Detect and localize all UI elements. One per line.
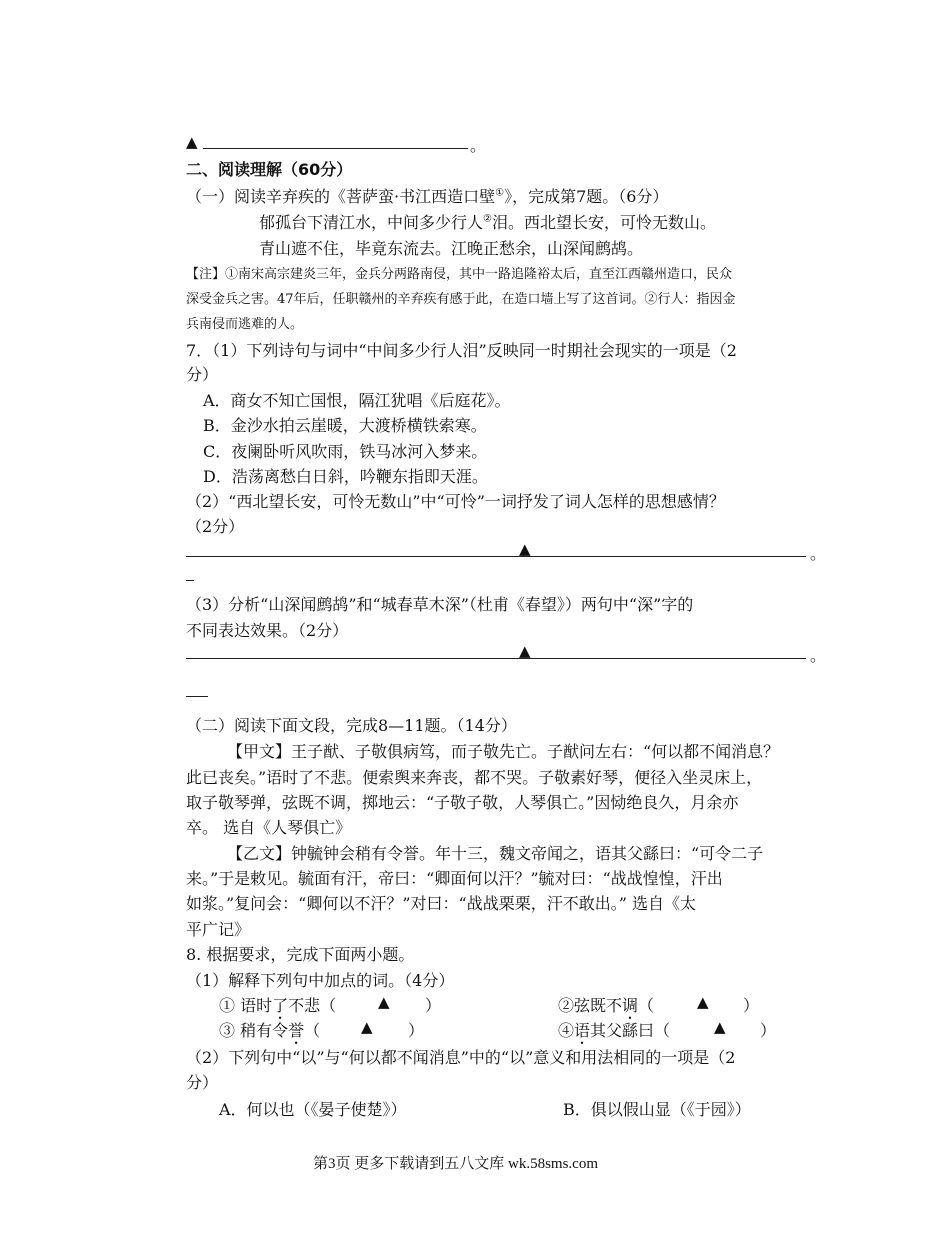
note-line: 【注】①南宋高宗建炎三年，金兵分两路南侵，其中一路追隆裕太后，直至江西赣州造口，民众 bbox=[186, 267, 733, 282]
answer-line[interactable] bbox=[186, 658, 806, 659]
page-footer: 第3页 更多下载请到五八文库 wk.58sms.com bbox=[313, 1156, 599, 1172]
q8-item-4: ④语其父繇曰（ bbox=[558, 1021, 671, 1040]
dotted-char: 语 bbox=[574, 1021, 591, 1040]
answer-line[interactable] bbox=[203, 148, 468, 149]
yi-text: 【乙文】钟毓钟会稍有令誉。年十三，魏文帝闻之，语其父繇曰：“可令二子 bbox=[227, 844, 764, 863]
q8-stem: 8. 根据要求，完成下面两小题。 bbox=[186, 945, 415, 964]
q8-sub2: （2）下列句中“以”与“何以都不闻消息”中的“以”意义和用法相同的一项是（2 bbox=[186, 1048, 736, 1067]
answer-marker: ▲ bbox=[519, 540, 531, 558]
q8-item-1: ① 语时了不悲（ bbox=[219, 996, 337, 1015]
q7-option-c[interactable]: C．夜阑卧听风吹雨，铁马冰河入梦来。 bbox=[203, 442, 488, 461]
period-mark: 。 bbox=[810, 544, 827, 563]
section-heading: 二、阅读理解（60分） bbox=[186, 160, 353, 179]
q7-sub2: （2）“西北望长安，可怜无数山”中“可怜”一词抒发了词人怎样的思想感情？ bbox=[186, 492, 725, 511]
answer-marker[interactable]: ▲ bbox=[378, 993, 390, 1011]
poem-line-2: 青山遮不住，毕竟东流去。江晚正愁余，山深闻鹧鸪。 bbox=[259, 239, 644, 258]
q7-sub3: （3）分析“山深闻鹧鸪”和“城春草木深”（杜甫《春望》）两句中“深”字的 bbox=[186, 595, 694, 614]
close-paren: ） bbox=[408, 1021, 425, 1040]
poem-line-1: 郁孤台下清江水，中间多少行人②泪。西北望长安，可怜无数山。 bbox=[259, 213, 716, 232]
part1-intro: （一）阅读辛弃疾的《菩萨蛮·书江西造口壁①》，完成第7题。（6分） bbox=[186, 187, 669, 206]
close-paren: ） bbox=[425, 996, 442, 1015]
jia-text: 【甲文】王子猷、子敬俱病笃，而子敬先亡。子猷问左右：“何以都不闻消息？ bbox=[227, 742, 780, 761]
dotted-char: 调 bbox=[622, 996, 639, 1015]
answer-marker[interactable]: ▲ bbox=[714, 1018, 726, 1036]
answer-marker[interactable]: ▲ bbox=[361, 1018, 373, 1036]
yi-text: 平广记》 bbox=[186, 920, 251, 939]
note-line: 兵南侵而逃难的人。 bbox=[186, 317, 304, 332]
answer-marker[interactable]: ▲ bbox=[697, 993, 709, 1011]
short-line bbox=[186, 696, 208, 697]
period-mark: 。 bbox=[470, 136, 487, 155]
q8-sub2-cont: 分） bbox=[186, 1073, 219, 1092]
q7-option-d[interactable]: D．浩荡离愁白日斜，吟鞭东指即天涯。 bbox=[203, 467, 488, 486]
q7-sub2-cont: （2分） bbox=[186, 517, 245, 536]
period-mark: 。 bbox=[810, 646, 827, 665]
jia-text: 卒。 选自《人琴俱亡》 bbox=[186, 818, 352, 837]
jia-text: 取子敬琴弹，弦既不调，掷地云：“子敬子敬，人琴俱亡。”因恸绝良久，月余亦 bbox=[186, 793, 739, 812]
q7-option-a[interactable]: A．商女不知亡国恨，隔江犹唱《后庭花》。 bbox=[203, 391, 511, 410]
q8-item-2: ②弦既不调（ bbox=[558, 996, 655, 1015]
short-line bbox=[186, 580, 194, 581]
jia-text: 此已丧矣。”语时了不悲。便索舆来奔丧，都不哭。子敬素好琴，便径入坐灵床上， bbox=[186, 768, 763, 787]
q7-sub3-cont: 不同表达效果。（2分） bbox=[186, 621, 349, 640]
answer-marker: ▲ bbox=[186, 133, 198, 151]
answer-line[interactable] bbox=[186, 556, 806, 557]
q8-item-3: ③ 稍有令誉（ bbox=[219, 1021, 321, 1040]
q8-option-b[interactable]: B．俱以假山显（《于园》） bbox=[563, 1100, 751, 1119]
yi-text: 如浆。”复问会：“卿何以不汗？”对曰：“战战栗栗，汗不敢出。” 选自《太 bbox=[186, 894, 696, 913]
q8-sub1: （1）解释下列句中加点的词。（4分） bbox=[186, 971, 455, 990]
q7-stem: 7．（1）下列诗句与词中“中间多少行人泪”反映同一时期社会现实的一项是（2 bbox=[186, 341, 737, 360]
q7-option-b[interactable]: B．金沙水拍云崖暖，大渡桥横铁索寒。 bbox=[203, 416, 487, 435]
q7-stem-cont: 分） bbox=[186, 365, 219, 384]
answer-marker: ▲ bbox=[519, 642, 531, 660]
close-paren: ） bbox=[760, 1021, 777, 1040]
close-paren: ） bbox=[743, 996, 760, 1015]
dotted-char: 誉 bbox=[288, 1021, 305, 1040]
dotted-char: 了 bbox=[272, 996, 289, 1015]
q8-option-a[interactable]: A．何以也（《晏子使楚》） bbox=[219, 1100, 407, 1119]
note-line: 深受金兵之害。47年后，任职赣州的辛弃疾有感于此，在造口墙上写了这首词。②行人：指因金 bbox=[186, 292, 736, 307]
yi-text: 来。”于是敕见。毓面有汗，帝曰：“卿面何以汗？”毓对曰：“战战惶惶，汗出 bbox=[186, 869, 723, 888]
part2-intro: （二）阅读下面文段，完成8—11题。（14分） bbox=[186, 716, 517, 735]
